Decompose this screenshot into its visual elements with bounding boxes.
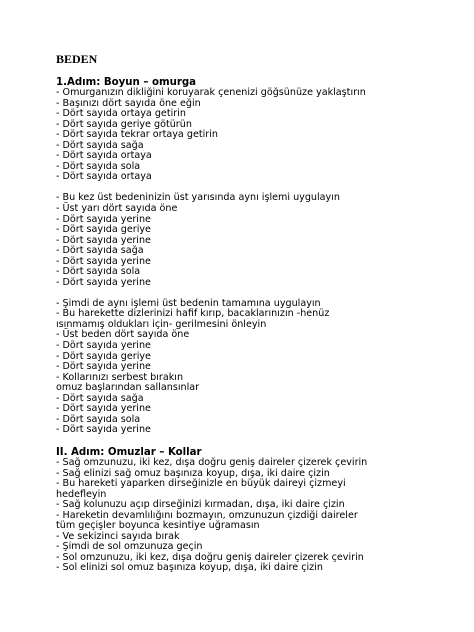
text-line: - Bu harekette dizlerinizi hafif kırıp, bacaklarınızın -henüz (56, 308, 330, 320)
text-line: - Omurganızın dikliğini koruyarak çenenizi göğsünüze yaklaştırın (56, 87, 366, 98)
text-line: - Dört sayıda ortaya (56, 171, 152, 183)
text-line: - Sol omzunuzu, iki kez, dışa doğru geniş daireler çizerek çevirin (56, 551, 364, 563)
text-line: - Dört sayıda sola (56, 266, 141, 278)
paragraph-spacer (56, 436, 456, 447)
text-line: - Kollarınızı serbest bırakın (56, 371, 184, 383)
text-line: - Dört sayıda yerine (56, 361, 151, 373)
text-line: - Dört sayıda yerine (56, 403, 151, 415)
text-line: - Hareketin devamlılığını bozmayın, omzunuzun çizdiği daireler (56, 509, 358, 521)
text-line: - Dört sayıda ortaya getirin (56, 108, 186, 120)
text-line: - Bu kez üst bedeninizin üst yarısında aynı işlemi uygulayın (56, 192, 340, 204)
text-line: - Dört sayıda sağa (56, 245, 144, 257)
text-line: - Başınızı dört sayıda öne eğin (56, 97, 201, 109)
text-line: - Dört sayıda yerine (56, 234, 151, 246)
text-line: - Bu hareketi yaparken dirseğinizle en büyük daireyi çizmeyi (56, 478, 346, 490)
text-line: omuz başlarından sallansınlar (56, 382, 200, 394)
text-line: - Dört sayıda geriye (56, 350, 151, 362)
text-line: - Dört sayıda geriye götürün (56, 118, 192, 130)
text-line: - Dört sayıda geriye (56, 224, 151, 236)
text-line: - Dört sayıda sağa (56, 392, 144, 404)
text-line: - Üst beden dört sayıda öne (56, 329, 190, 341)
text-line: - Sağ elinizi sağ omuz başınıza koyup, dışa, iki daire çizin (56, 467, 330, 479)
text-line: tüm geçişler boyunca kesintiye uğramasın (56, 520, 260, 532)
text-line: ısınmamış oldukları için- gerilmesini önleyin (56, 318, 267, 330)
text-line: - Dört sayıda sağa (56, 139, 144, 151)
text-line: - Sağ kolunuzu açıp dirseğinizi kırmadan, dışa, iki daire çizin (56, 499, 345, 511)
text-line: - Dört sayıda yerine (56, 213, 151, 225)
text-line: - Dört sayıda yerine (56, 276, 151, 288)
section-2-block (56, 458, 456, 574)
document-body (56, 52, 456, 574)
section-1-block-3 (56, 299, 456, 436)
section-1-block-1 (56, 88, 456, 183)
text-line: - Sol elinizi sol omuz başınıza koyup, dışa, iki daire çizin (56, 562, 323, 574)
text-line: - Dört sayıda yerine (56, 255, 151, 267)
text-line: - Dört sayıda sola (56, 160, 141, 172)
text-line: - Üst yarı dört sayıda öne (56, 202, 178, 214)
text-line: hedefleyin (56, 488, 107, 500)
text-line: - Şimdi de sol omzunuza geçin (56, 541, 203, 553)
text-line: - Dört sayıda yerine (56, 424, 151, 436)
section-2-heading: II. Adım: Omuzlar – Kollar (56, 446, 202, 458)
section-1-block-2 (56, 193, 456, 288)
text-line: - Şimdi de aynı işlemi üst bedenin tamamına uygulayın (56, 297, 321, 309)
section-1-heading: 1.Adım: Boyun – omurga (56, 77, 197, 88)
document-title: BEDEN (56, 52, 98, 66)
text-line: - Dört sayıda tekrar ortaya getirin (56, 129, 218, 141)
text-line: - Dört sayıda ortaya (56, 150, 152, 162)
text-line: - Dört sayıda sola (56, 413, 141, 425)
text-line: - Sağ omzunuzu, iki kez, dışa doğru geniş daireler çizerek çevirin (56, 456, 368, 468)
text-line: - Dört sayıda yerine (56, 340, 151, 352)
text-line: - Ve sekizinci sayıda bırak (56, 530, 180, 542)
